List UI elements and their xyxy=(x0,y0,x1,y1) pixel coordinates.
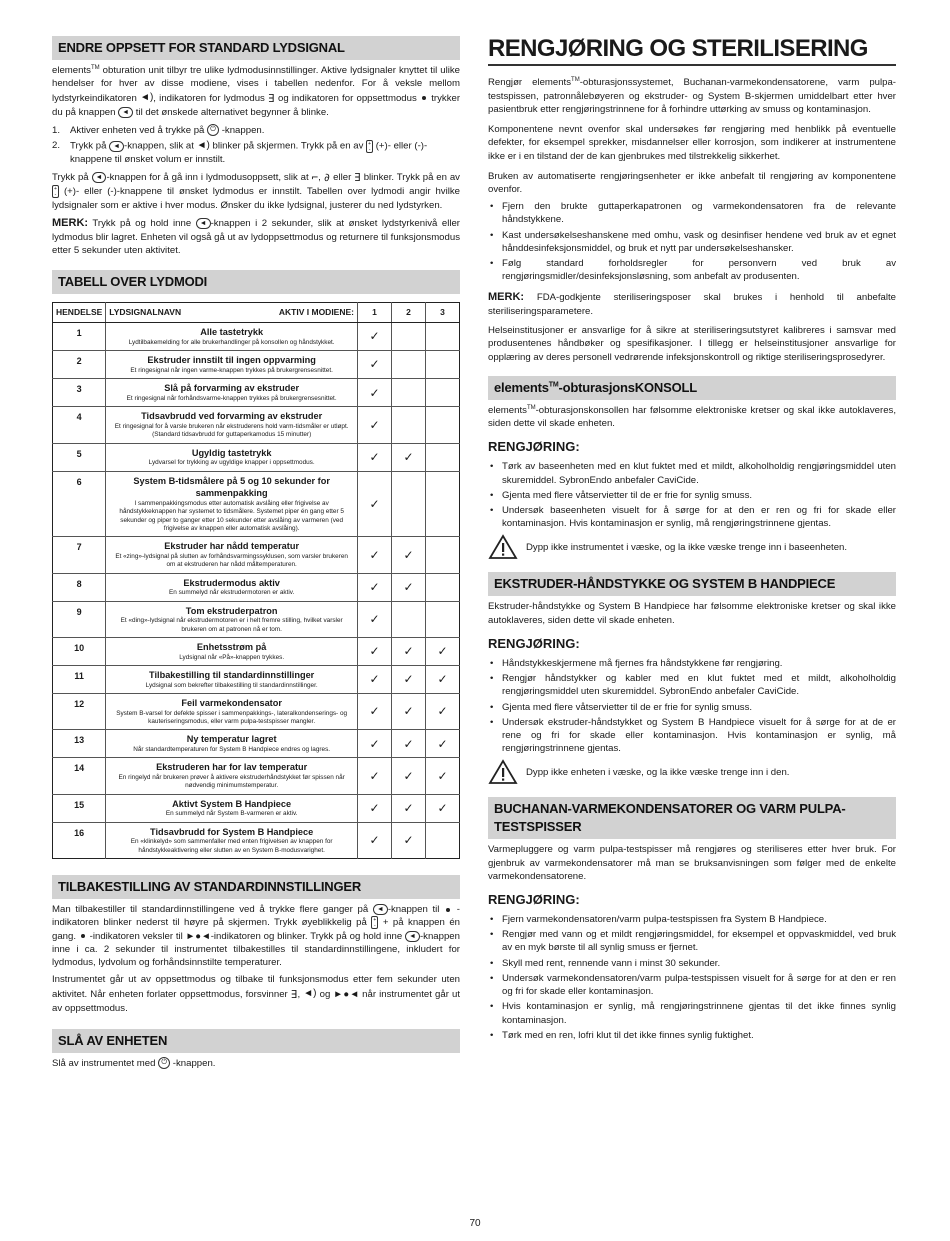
mode-3-cell xyxy=(426,351,460,379)
prep-bullets xyxy=(488,200,896,283)
mode-digit-1-icon: ⌐ xyxy=(311,171,319,185)
buchanan-paragraph: Varmepluggere og varm pulpa-testspisser må rengjøres og steriliseres etter hver bruk. For gjenbruk av varmekondensatorer må man se bruksanvisningen som følger med de enkelte varmekondensatorene. xyxy=(488,844,896,882)
plus-minus-button-icon: + - xyxy=(366,140,373,153)
sound-signal-description: Et ringesignal når ingen varme-knappen trykkes på brukergrensesnittet. xyxy=(130,366,333,374)
sound-signal-description: System B-varsel for defekte spisser i sammenpakkings-, lateralkondenserings- og kauteriseringsmodus, eller varm pulpa-testspisser mangler. xyxy=(116,709,348,726)
table-row xyxy=(53,730,460,758)
event-number: 15 xyxy=(53,794,106,822)
sound-signal-description: Et ringesignal når forhåndsvarme-knappen trykkes på brukergrensesnittet. xyxy=(126,394,337,402)
mode-2-cell xyxy=(392,407,426,443)
sound-signal-name: Ekstruder har nådd temperatur xyxy=(164,541,300,552)
sound-signal-cell xyxy=(106,323,358,351)
list-item: • Undersøk ekstruder-håndstykket og System B Handpiece visuelt for å sørge for at de er rene og fri for skade eller kontaminasjon. Hvis kontaminasjon er synlig, må rengjøringstrinnene gjentas. xyxy=(488,716,896,756)
checkmark-icon: ✓ xyxy=(403,801,414,815)
sound-button-icon: ◄ xyxy=(373,904,388,915)
left-column xyxy=(52,36,460,1070)
checkmark-icon: ✓ xyxy=(403,704,414,719)
mode-3-cell xyxy=(426,601,460,637)
table-row xyxy=(53,601,460,637)
sound-signal-description: Et «zing»-lydsignal på slutten av forhåndsvarmingssyklusen, som varsler brukeren om at ekstruderen har nådd måltemperaturen. xyxy=(115,553,348,569)
inspection-paragraph: Komponentene nevnt ovenfor skal undersøkes før rengjøring med henblikk på eventuelle defekter, for eksempel sprekker, misdannelser eller korrosjon, som indikerer at instrumentene ikke er i en tilstand der de kan gjenbrukes med tilstrekkelig sikkerhet. xyxy=(488,124,896,162)
event-number: 5 xyxy=(53,443,106,471)
sound-signal-cell xyxy=(106,443,358,471)
sound-button-icon: ◄ xyxy=(118,107,133,118)
mode-3-cell xyxy=(426,407,460,443)
list-item: • Gjenta med flere våtservietter til de er frie for synlig smuss. xyxy=(488,489,896,502)
list-item: • Fjern varmekondensatoren/varm pulpa-testspissen fra System B Handpiece. xyxy=(488,913,896,926)
table-row xyxy=(53,351,460,379)
sound-signal-description: En ringelyd når brukeren prøver å aktivere ekstruderhåndstykket før spissen når nødvendig minimumstemperatur. xyxy=(118,774,345,790)
checkmark-icon: ✓ xyxy=(437,644,448,659)
sound-signal-cell xyxy=(106,730,358,758)
sound-signal-name: Tom ekstruderpatron xyxy=(185,605,278,616)
extruder-cleaning-subheading: RENGJØRING: xyxy=(488,635,580,651)
speaker-icon: ◄) xyxy=(196,140,210,152)
sound-signal-name: Ekstruder innstilt til ingen oppvarming xyxy=(147,355,316,366)
table-row xyxy=(53,443,460,471)
checkmark-icon: ✓ xyxy=(437,768,448,783)
sound-signal-cell xyxy=(106,638,358,666)
checkmark-icon: ✓ xyxy=(369,417,380,432)
extruder-warning: Dypp ikke enheten i væske, og la ikke væske trenge inn i den. xyxy=(488,759,896,785)
table-row xyxy=(53,694,460,730)
checkmark-icon: ✓ xyxy=(403,579,414,594)
table-row xyxy=(53,407,460,443)
mode-2-cell xyxy=(392,794,426,822)
plus-minus-button-icon: + - xyxy=(371,916,378,929)
table-row xyxy=(53,379,460,407)
automated-paragraph: Bruken av automatiserte rengjøringsenheter er ikke anbefalt til rengjøring av komponentene ovenfor. xyxy=(488,170,896,196)
table-row xyxy=(53,794,460,822)
list-item: • Hvis kontaminasjon er synlig, må rengjøringstrinnene gjentas til det ikke finnes synlig kontaminasjon. xyxy=(488,1000,896,1026)
sound-signal-description: En «klinkelyd» som sammenfaller med enten frigivelsen av knappen for håndstykkeaktivering eller slutten av en System B-modusvarighet. xyxy=(130,838,333,854)
section-heading-buchanan: BUCHANAN-VARMEKONDENSATORER OG VARM PULPA-TESTSPISSER xyxy=(488,797,896,839)
mode-3-cell xyxy=(426,730,460,758)
event-number: 11 xyxy=(53,666,106,694)
console-bullets xyxy=(488,460,896,530)
checkmark-icon: ✓ xyxy=(403,768,414,783)
mode-2-cell xyxy=(392,666,426,694)
mode-2-cell xyxy=(392,758,426,794)
table-row xyxy=(53,666,460,694)
sound-signal-description: Lydtilbakemelding for alle brukerhandlinger på konsollen og håndstykket. xyxy=(128,338,335,346)
speaker-icon: ◄) xyxy=(140,92,154,104)
right-column xyxy=(488,36,896,1042)
checkmark-icon: ✓ xyxy=(369,704,380,719)
mode-2-cell xyxy=(392,638,426,666)
mode-2-cell xyxy=(392,443,426,471)
list-item: • Gjenta med flere våtservietter til de er frie for synlig smuss. xyxy=(488,701,896,714)
checkmark-icon: ✓ xyxy=(403,644,414,659)
sound-signal-cell xyxy=(106,379,358,407)
sound-signal-name: Tidsavbrudd ved forvarming av ekstruder xyxy=(141,411,323,422)
checkmark-icon: ✓ xyxy=(369,644,380,659)
mode-1-cell xyxy=(358,407,392,443)
checkmark-icon: ✓ xyxy=(369,496,380,511)
mode-digit-3-icon: ∃ xyxy=(354,171,361,185)
warning-triangle-icon xyxy=(488,759,518,785)
checkmark-icon: ✓ xyxy=(437,801,448,815)
checkmark-icon: ✓ xyxy=(437,672,448,687)
setup-dot-icon xyxy=(446,908,450,912)
plus-minus-button-icon: + - xyxy=(52,185,59,198)
sound-signal-description: Lydvarsel for trykking av ugyldige knapper i oppsettmodus. xyxy=(148,459,315,467)
sound-signal-description: En summelyd når ekstrudermotoren er aktiv. xyxy=(169,589,295,597)
checkmark-icon: ✓ xyxy=(369,547,380,562)
checkmark-icon: ✓ xyxy=(403,736,414,751)
list-item: • Følg standard forholdsregler for personvern ved bruk av rengjøringsmidler/desinfeksjonsløsning, som anbefalt av produsenten. xyxy=(488,257,896,283)
list-item: • Tørk av baseenheten med en klut fuktet med et mildt, alkoholholdig rengjøringsmiddel uten skuremiddel. SybronEndo anbefaler CaviCide. xyxy=(488,460,896,486)
page-title: RENGJØRING OG STERILISERING xyxy=(488,36,896,66)
sound-modes-table xyxy=(52,302,460,860)
event-number: 7 xyxy=(53,537,106,573)
table-row xyxy=(53,758,460,794)
mode-1-cell xyxy=(358,323,392,351)
col-header-event: HENDELSE xyxy=(53,302,106,323)
mode-digit-3-icon: ∃ xyxy=(290,987,298,1001)
mode-digit-2-icon: ∂ xyxy=(323,171,331,185)
checkmark-icon: ✓ xyxy=(369,449,380,464)
sound-signal-cell xyxy=(106,471,358,537)
checkmark-icon: ✓ xyxy=(403,672,414,687)
checkmark-icon: ✓ xyxy=(403,833,414,848)
sound-signal-description: Et «ding»-lydsignal når ekstrudermotoren er i helt fremre stilling, hvilket varsler brukeren om at patronen nå er tom. xyxy=(120,617,343,633)
sound-signal-name: Ny temperatur lagret xyxy=(186,734,277,745)
list-item: • Undersøk varmekondensatoren/varm pulpa-testspissen visuelt for å sørge for at den er ren og fri for skade eller kontaminasjon. xyxy=(488,972,896,998)
sound-signal-description: I sammenpakkingsmodus etter automatisk avslåing eller frigivelse av håndstykkeknappen har systemet to tidsmålere. Systemet piper én gang etter 5 sekunder og piper to ganger etter 10 sekunder etter avslåing av varmeren (ved frigivelse av knappen eller automatisk avslåing). xyxy=(119,500,344,532)
mode-1-cell xyxy=(358,638,392,666)
mode-1-cell xyxy=(358,537,392,573)
col-header-mode-2: 2 xyxy=(392,302,426,323)
mode-1-cell xyxy=(358,666,392,694)
sound-signal-cell xyxy=(106,351,358,379)
list-item: • Rengjør med vann og et mildt rengjøringsmiddel, for eksempel et oppvaskmiddel, ved bruk av en myk børste til all synlig smuss er fjernet. xyxy=(488,928,896,954)
mode-3-cell xyxy=(426,537,460,573)
mode-2-cell xyxy=(392,730,426,758)
checkmark-icon: ✓ xyxy=(403,547,414,562)
list-item: • Kast undersøkelseshanskene med omhu, vask og desinfiser hendene ved bruk av et egnet hånddesinfeksjonsmiddel, og bruk et nytt par undersøkelseshansker. xyxy=(488,229,896,255)
sound-signal-cell xyxy=(106,758,358,794)
sound-button-icon: ◄ xyxy=(196,218,211,229)
buchanan-bullets xyxy=(488,913,896,1042)
sound-signal-name: Tilbakestilling til standardinnstillinger xyxy=(149,670,315,681)
power-button-icon: ⏻ xyxy=(158,1057,170,1069)
list-item: • Rengjør håndstykker og kabler med en klut fuktet med et mildt, alkoholholdig rengjøringsmiddel uten skuremiddel. SybronEndo anbefaler CaviCide. xyxy=(488,672,896,698)
sound-button-icon: ◄ xyxy=(109,141,124,152)
checkmark-icon: ✓ xyxy=(369,672,380,687)
reset-paragraph-1: Man tilbakestiller til standardinnstillingene ved å trykke flere ganger på ◄ -knappen til -indikatoren blinker nederst til høyre på skjermen. Trykk øyeblikkelig på + - + på knappen én gang. -indikatoren veksler til ►●◄-indikatoren og blinker. Trykk på og hold inne ◄ -knappen inne i ca. 2 sekunder til instrumentet tilbakestilles til standardinnstillingene, inkludert for lydmodus, lydvolum og forhåndsinnstilte temperaturer. xyxy=(52,904,460,969)
mode-2-cell xyxy=(392,822,426,858)
sound-button-icon: ◄ xyxy=(92,172,107,183)
mode-3-cell xyxy=(426,638,460,666)
checkmark-icon: ✓ xyxy=(369,736,380,751)
sound-signal-cell xyxy=(106,601,358,637)
list-item: • Håndstykkeskjermene må fjernes fra håndstykkene før rengjøring. xyxy=(488,657,896,670)
sound-signal-cell xyxy=(106,822,358,858)
mode-1-cell xyxy=(358,443,392,471)
sound-signal-cell xyxy=(106,694,358,730)
list-item: • Skyll med rent, rennende vann i minst 30 sekunder. xyxy=(488,957,896,970)
mode-3-cell xyxy=(426,323,460,351)
power-off-paragraph: Slå av instrumentet med ⏻ -knappen. xyxy=(52,1057,216,1069)
sterilization-note: MERK: FDA-godkjente steriliseringsposer skal brukes i henhold til anbefalte steriliseringsparametere. xyxy=(488,290,896,317)
setup-dot-icon xyxy=(81,934,85,938)
setup-dot-icon xyxy=(422,96,426,100)
section-heading-console: elements™-obturasjonsKONSOLL xyxy=(488,376,896,400)
table-row xyxy=(53,638,460,666)
mode-2-cell xyxy=(392,379,426,407)
section-heading-sound-table: TABELL OVER LYDMODI xyxy=(52,270,460,294)
checkmark-icon: ✓ xyxy=(369,385,380,400)
table-row xyxy=(53,471,460,537)
checkmark-icon: ✓ xyxy=(437,704,448,719)
mode-2-cell xyxy=(392,601,426,637)
sound-signal-cell xyxy=(106,666,358,694)
sound-signal-name: Feil varmekondensator xyxy=(181,698,282,709)
event-number: 1 xyxy=(53,323,106,351)
mode-2-cell xyxy=(392,573,426,601)
mode-3-cell xyxy=(426,379,460,407)
speaker-icon: ◄) xyxy=(303,988,317,1000)
mode-1-cell xyxy=(358,758,392,794)
checkmark-icon: ✓ xyxy=(437,736,448,751)
section-heading-sound-setup: ENDRE OPPSETT FOR STANDARD LYDSIGNAL xyxy=(52,36,460,60)
sound-signal-name: Tidsavbrudd for System B Handpiece xyxy=(150,826,314,837)
section-heading-extruder: EKSTRUDER-HÅNDSTYKKE OG SYSTEM B HANDPIECE xyxy=(488,572,896,596)
event-number: 14 xyxy=(53,758,106,794)
list-item: • Undersøk baseenheten visuelt for å sørge for at den er ren og fri for skade eller kontaminasjon. Hvis kontaminasjon er synlig, må rengjøringstrinnene gjentas. xyxy=(488,504,896,530)
step-2: 2. Trykk på ◄ -knappen, slik at ◄) blinker på skjermen. Trykk på en av + - (+)- eller (-)-knappene til ønsket volum er innstilt. xyxy=(52,140,428,166)
sound-signal-description: En summelyd når System B-varmeren er aktiv. xyxy=(165,810,298,818)
power-button-icon: ⏻ xyxy=(207,124,219,136)
mode-2-cell xyxy=(392,471,426,537)
mode-3-cell xyxy=(426,694,460,730)
sound-setup-intro: elements™ obturation unit tilbyr tre ulike lydmodusinnstillinger. Aktive lydsignaler knyttet til ulike hendelser for hver av disse modiene, vises i tabellen nedenfor. For å veksle mellom lydstyrkeindikatoren ◄), indikatoren for lydmodus ∃ og indikatoren for oppsettmodus trykker du på knappen ◄ til det ønskede alternativet begynner å blinke. xyxy=(52,64,461,118)
event-number: 2 xyxy=(53,351,106,379)
mode-3-cell xyxy=(426,794,460,822)
event-number: 13 xyxy=(53,730,106,758)
sound-signal-name: Enhetsstrøm på xyxy=(196,642,267,653)
mode-1-cell xyxy=(358,573,392,601)
sound-mode-paragraph: Trykk på ◄ -knappen for å gå inn i lydmodusoppsett, slik at ⌐, ∂ eller ∃ blinker. Trykk på en av + - (+)- eller (-)-knappene til ønsket lydmodus er innstilt. Tabellen over lydmodi angir hvilke lydsignaler som er aktive i hver modus. Ønsker du ikke lydsignal, justerer du ned lydstyrken. xyxy=(52,171,460,211)
mode-3-cell xyxy=(426,573,460,601)
mode-3-cell xyxy=(426,822,460,858)
event-number: 4 xyxy=(53,407,106,443)
checkmark-icon: ✓ xyxy=(369,768,380,783)
table-row xyxy=(53,537,460,573)
checkmark-icon: ✓ xyxy=(403,449,414,464)
sound-signal-name: Ekstrudermodus aktiv xyxy=(183,577,280,588)
sound-signal-name: System B-tidsmålere på 5 og 10 sekunder for sammenpakking xyxy=(133,475,330,499)
step-1: 1. Aktiver enheten ved å trykke på ⏻ -knappen. xyxy=(52,125,265,136)
sound-signal-cell xyxy=(106,537,358,573)
reset-paragraph-2: Instrumentet går ut av oppsettmodus og tilbake til funksjonsmodus etter fem sekunder uten aktivitet. Når enheten forlater oppsettmodus, forsvinner ∃, ◄) og ►●◄ når instrumentet går ut av oppsettmodus. xyxy=(52,974,460,1014)
mode-2-cell xyxy=(392,694,426,730)
sound-signal-name: Aktivt System B Handpiece xyxy=(172,798,292,809)
sound-signal-cell xyxy=(106,407,358,443)
sound-signal-description: Lydsignal som bekrefter tilbakestilling til standardinnstillinger. xyxy=(145,681,318,689)
checkmark-icon: ✓ xyxy=(369,579,380,594)
mode-digit-3-icon: ∃ xyxy=(268,91,275,105)
checkmark-icon: ✓ xyxy=(369,801,380,815)
sound-setup-note: MERK: Trykk på og hold inne ◄ -knappen i 2 sekunder, slik at ønsket lydstyrkenivå eller lydmodus blir lagret. Enheten vil også gå ut av lydoppsettmodus og returnere til funksjonsmodus etter 5 sekunder uten aktivitet. xyxy=(52,216,460,257)
console-paragraph: elements™-obturasjonskonsollen har følsomme elektroniske kretser og skal ikke autoklaveres, siden dette vil skade enheten. xyxy=(488,404,896,430)
table-body xyxy=(53,323,460,859)
warning-triangle-icon xyxy=(488,534,518,560)
table-header-row xyxy=(53,302,460,323)
event-number: 6 xyxy=(53,471,106,537)
section-heading-reset: TILBAKESTILLING AV STANDARDINNSTILLINGER xyxy=(52,875,460,899)
mode-2-cell xyxy=(392,537,426,573)
col-header-mode-3: 3 xyxy=(426,302,460,323)
mode-1-cell xyxy=(358,471,392,537)
extruder-paragraph: Ekstruder-håndstykke og System B Handpiece har følsomme elektroniske kretser og skal ikke autoklaveres, siden dette vil skade enheten. xyxy=(488,601,896,626)
console-warning: Dypp ikke instrumentet i væske, og la ikke væske trenge inn i baseenheten. xyxy=(488,534,896,560)
mode-2-cell xyxy=(392,351,426,379)
sound-signal-description: Når standardtemperaturen for System B Handpiece endres og lagres. xyxy=(133,746,331,754)
sound-button-icon: ◄ xyxy=(405,931,420,942)
mode-3-cell xyxy=(426,666,460,694)
institution-paragraph: Helseinstitusjoner er ansvarlige for å sikre at steriliseringsutstyret kalibreres i samsvar med produsentenes håndbøker og spesifikasjoner. I tillegg er helseinstitusjoner ansvarlige for opplæring av deres personell vedrørende infeksjonskontroll og riktige steriliseringsprosedyrer. xyxy=(488,325,896,363)
sound-signal-description: Lydsignal når «På»-knappen trykkes. xyxy=(179,653,285,661)
mode-1-cell xyxy=(358,351,392,379)
sound-signal-name: Slå på forvarming av ekstruder xyxy=(164,383,300,394)
mode-3-cell xyxy=(426,758,460,794)
extruder-bullets xyxy=(488,657,896,756)
sound-signal-description: Et ringesignal for å varsle brukeren når ekstruderens hold varm-tidsmåler er utløpt. (Standard tidsavbrudd for guttaperkamodus 15 minutter) xyxy=(114,422,349,439)
mode-1-cell xyxy=(358,694,392,730)
table-row xyxy=(53,822,460,858)
mode-3-cell xyxy=(426,443,460,471)
mode-1-cell xyxy=(358,730,392,758)
mode-1-cell xyxy=(358,379,392,407)
cleaning-intro: Rengjør elements™-obturasjonssystemet, Buchanan-varmekondensatorene, varm pulpa-testspissen, patronnålebøyeren og ekstruder- og System B-skjermen umiddelbart etter hver pasientbruk etter rengjøringstrinnene for å forhindre uttørking av smuss og kontaminasjon. xyxy=(488,77,896,115)
mode-1-cell xyxy=(358,601,392,637)
checkmark-icon: ✓ xyxy=(369,833,380,848)
list-item: • Fjern den brukte guttaperkapatronen og varmekondensatoren fra de relevante håndstykkene. xyxy=(488,200,896,226)
checkmark-icon: ✓ xyxy=(369,357,380,372)
sound-signal-name: Alle tastetrykk xyxy=(200,327,264,338)
mode-1-cell xyxy=(358,794,392,822)
table-row xyxy=(53,573,460,601)
checkmark-icon: ✓ xyxy=(369,329,380,344)
console-cleaning-subheading: RENGJØRING: xyxy=(488,439,580,455)
sound-signal-cell xyxy=(106,794,358,822)
sound-signal-name: Ugyldig tastetrykk xyxy=(191,447,272,458)
event-number: 3 xyxy=(53,379,106,407)
list-item: • Tørk med en ren, lofri klut til det ikke finnes synlig fuktighet. xyxy=(488,1029,896,1042)
event-number: 8 xyxy=(53,573,106,601)
event-number: 12 xyxy=(53,694,106,730)
event-number: 10 xyxy=(53,638,106,666)
col-header-mode-1: 1 xyxy=(358,302,392,323)
col-header-name: LYDSIGNALNAVN AKTIV I MODIENE: xyxy=(106,302,358,323)
checkmark-icon: ✓ xyxy=(369,612,380,627)
sound-signal-name: Ekstruderen har for lav temperatur xyxy=(156,762,308,773)
section-heading-power-off: SLÅ AV ENHETEN xyxy=(52,1029,460,1053)
page-number: 70 xyxy=(469,1218,481,1229)
buchanan-cleaning-subheading: RENGJØRING: xyxy=(488,892,580,908)
event-number: 16 xyxy=(53,822,106,858)
event-number: 9 xyxy=(53,601,106,637)
mode-1-cell xyxy=(358,822,392,858)
mode-2-cell xyxy=(392,323,426,351)
mode-3-cell xyxy=(426,471,460,537)
sound-signal-cell xyxy=(106,573,358,601)
table-row xyxy=(53,323,460,351)
sound-setup-steps xyxy=(52,124,460,166)
